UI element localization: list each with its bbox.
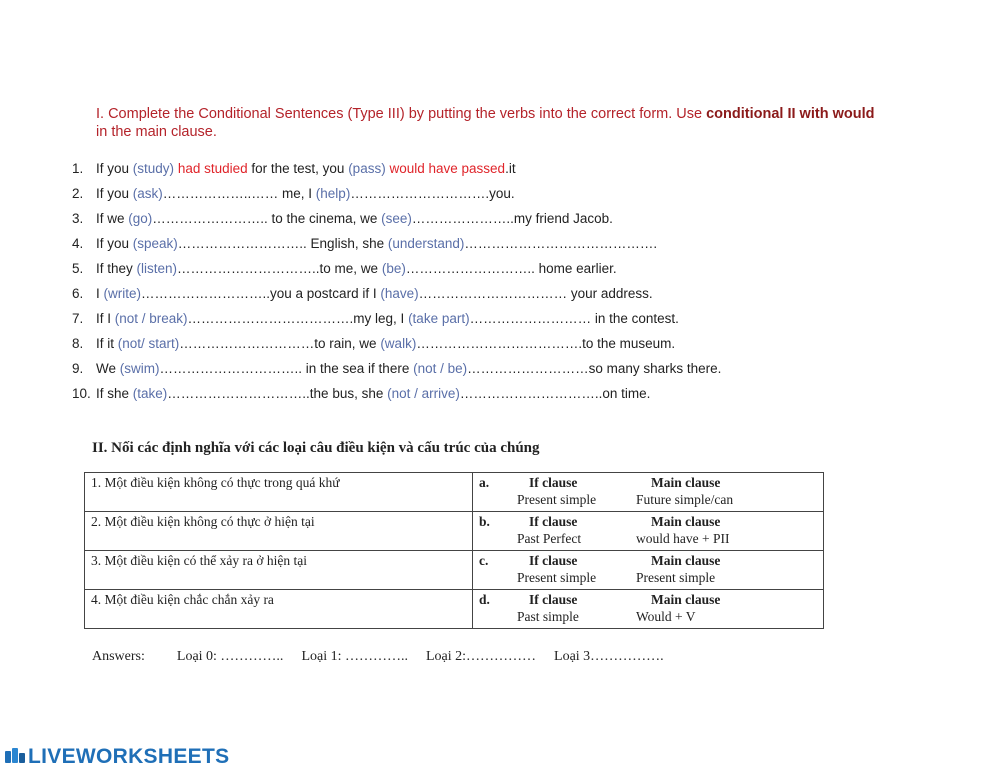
answer-type-2[interactable]: Loại 2:…………… <box>425 649 537 664</box>
if-clause-header: If clause <box>529 592 578 607</box>
answer-blank[interactable]: …………………………..the bus, she <box>167 386 388 401</box>
main-clause-tense: Would + V <box>636 609 696 624</box>
verb-hint: (not / break) <box>114 311 188 326</box>
structure-cell[interactable] <box>473 551 824 590</box>
question-text: .it <box>505 161 516 176</box>
answer-blank[interactable]: ……………………………….to the museum. <box>416 336 676 351</box>
definition-cell[interactable]: 4. Một điều kiện chắc chắn xảy ra <box>85 590 473 629</box>
main-clause-tense: would have + PII <box>636 531 730 546</box>
question-number: 7. <box>72 311 84 326</box>
answer-blank[interactable]: ……………………….. English, she <box>177 236 388 251</box>
answer-blank[interactable]: ……………………… in the contest. <box>469 311 679 326</box>
question-number: 3. <box>72 211 84 226</box>
question-text: If they <box>96 261 137 276</box>
verb-hint: (not / arrive) <box>387 386 460 401</box>
section1-instruction <box>96 105 886 141</box>
logo-icon <box>4 747 26 767</box>
question-text: If you <box>96 236 133 251</box>
main-clause-header: Main clause <box>651 514 721 529</box>
question-number: 9. <box>72 361 84 376</box>
answer-blank[interactable]: …………………………..on time. <box>459 386 651 401</box>
definition-cell[interactable]: 3. Một điều kiện có thể xảy ra ở hiện tại <box>85 551 473 590</box>
structure-cell[interactable] <box>473 512 824 551</box>
answer-blank[interactable]: would have passed <box>389 161 506 176</box>
question-text: We <box>96 361 120 376</box>
verb-hint: (see) <box>381 211 412 226</box>
main-clause-header: Main clause <box>651 475 721 490</box>
option-letter: c. <box>479 553 489 568</box>
verb-hint: (take) <box>132 386 168 401</box>
answer-blank[interactable]: had studied <box>177 161 248 176</box>
question-7 <box>72 311 679 326</box>
table-row <box>85 473 824 512</box>
answer-blank[interactable]: …………………………to rain, we <box>179 336 381 351</box>
instruction-tail: in the main clause. <box>96 124 217 140</box>
question-9 <box>72 361 721 376</box>
liveworksheets-logo <box>4 745 229 769</box>
question-4 <box>72 236 657 251</box>
answer-blank[interactable]: ………………………..you a postcard if I <box>141 286 381 301</box>
answer-blank[interactable]: …………………….. to the cinema, we <box>152 211 382 226</box>
verb-hint: (speak) <box>132 236 178 251</box>
section2-title: II. Nối các định nghĩa với các loại câu điều kiện và cấu trúc của chúng <box>92 440 540 456</box>
definition-cell[interactable]: 2. Một điều kiện không có thực ở hiện tại <box>85 512 473 551</box>
question-number: 6. <box>72 286 84 301</box>
question-8 <box>72 336 675 351</box>
answer-blank[interactable]: ………………..…… me, I <box>162 186 316 201</box>
answer-type-1[interactable]: Loại 1: ………….. <box>301 649 408 664</box>
question-2 <box>72 186 515 201</box>
verb-hint: (study) <box>132 161 175 176</box>
option-letter: a. <box>479 475 490 490</box>
question-3 <box>72 211 613 226</box>
question-number: 1. <box>72 161 84 176</box>
question-text: If we <box>96 211 129 226</box>
verb-hint: (walk) <box>380 336 417 351</box>
verb-hint: (swim) <box>119 361 160 376</box>
main-clause-tense: Future simple/can <box>636 492 734 507</box>
if-clause-header: If clause <box>529 553 578 568</box>
question-text: for the test, you <box>247 161 349 176</box>
main-clause-header: Main clause <box>651 592 721 607</box>
verb-hint: (take part) <box>408 311 470 326</box>
verb-hint: (listen) <box>136 261 178 276</box>
answer-blank[interactable]: ……………………….. home earlier. <box>405 261 617 276</box>
question-5 <box>72 261 617 276</box>
answer-blank[interactable]: …………………..my friend Jacob. <box>411 211 613 226</box>
verb-hint: (not / be) <box>413 361 468 376</box>
question-10 <box>72 386 650 401</box>
verb-hint: (pass) <box>348 161 386 176</box>
main-clause-header: Main clause <box>651 553 721 568</box>
answer-blank[interactable]: …………………………… your address. <box>418 286 653 301</box>
answer-blank[interactable]: ………………………….you. <box>350 186 515 201</box>
instruction-bold: conditional II with would <box>706 106 875 122</box>
answer-type-3[interactable]: Loại 3……………. <box>554 649 664 664</box>
table-row <box>85 512 824 551</box>
if-clause-tense: Past Perfect <box>517 531 582 546</box>
question-text: If I <box>96 311 115 326</box>
instruction-text: I. Complete the Conditional Sentences (Type III) by putting the verbs into the correct form. Use <box>96 106 707 122</box>
question-text: If she <box>96 386 133 401</box>
question-number: 2. <box>72 186 84 201</box>
question-number: 8. <box>72 336 84 351</box>
question-text: I <box>96 286 104 301</box>
answer-type-0[interactable]: Loại 0: ………….. <box>176 649 284 664</box>
question-1 <box>72 161 516 176</box>
if-clause-tense: Present simple <box>517 570 597 585</box>
question-text: If you <box>96 186 133 201</box>
question-number: 5. <box>72 261 84 276</box>
question-text: If you <box>96 161 133 176</box>
question-text: If it <box>96 336 118 351</box>
verb-hint: (understand) <box>387 236 465 251</box>
answer-blank[interactable]: ……………………………………. <box>464 236 658 251</box>
answer-blank[interactable]: ………………………so many sharks there. <box>467 361 722 376</box>
option-letter: b. <box>479 514 490 529</box>
answer-blank[interactable]: ……………………………….my leg, I <box>187 311 409 326</box>
matching-table <box>84 472 824 629</box>
question-6 <box>72 286 653 301</box>
question-number: 10. <box>72 386 91 401</box>
verb-hint: (not/ start) <box>117 336 180 351</box>
if-clause-tense: Present simple <box>517 492 597 507</box>
answers-line <box>92 649 682 665</box>
if-clause-header: If clause <box>529 514 578 529</box>
table-row <box>85 551 824 590</box>
verb-hint: (have) <box>380 286 419 301</box>
answers-label: Answers: <box>92 649 145 664</box>
logo-text: LIVEWORKSHEETS <box>28 745 230 768</box>
if-clause-header: If clause <box>529 475 578 490</box>
answer-blank[interactable]: ………………………….. in the sea if there <box>159 361 414 376</box>
table-row <box>85 590 824 629</box>
verb-hint: (help) <box>315 186 351 201</box>
main-clause-tense: Present simple <box>636 570 716 585</box>
verb-hint: (go) <box>128 211 153 226</box>
question-number: 4. <box>72 236 84 251</box>
if-clause-tense: Past simple <box>517 609 579 624</box>
definition-cell[interactable]: 1. Một điều kiện không có thực trong quá khứ <box>85 473 473 512</box>
verb-hint: (ask) <box>132 186 163 201</box>
structure-cell[interactable] <box>473 473 824 512</box>
answer-blank[interactable]: …………………………..to me, we <box>177 261 382 276</box>
structure-cell[interactable] <box>473 590 824 629</box>
verb-hint: (be) <box>381 261 406 276</box>
option-letter: d. <box>479 592 490 607</box>
verb-hint: (write) <box>103 286 142 301</box>
